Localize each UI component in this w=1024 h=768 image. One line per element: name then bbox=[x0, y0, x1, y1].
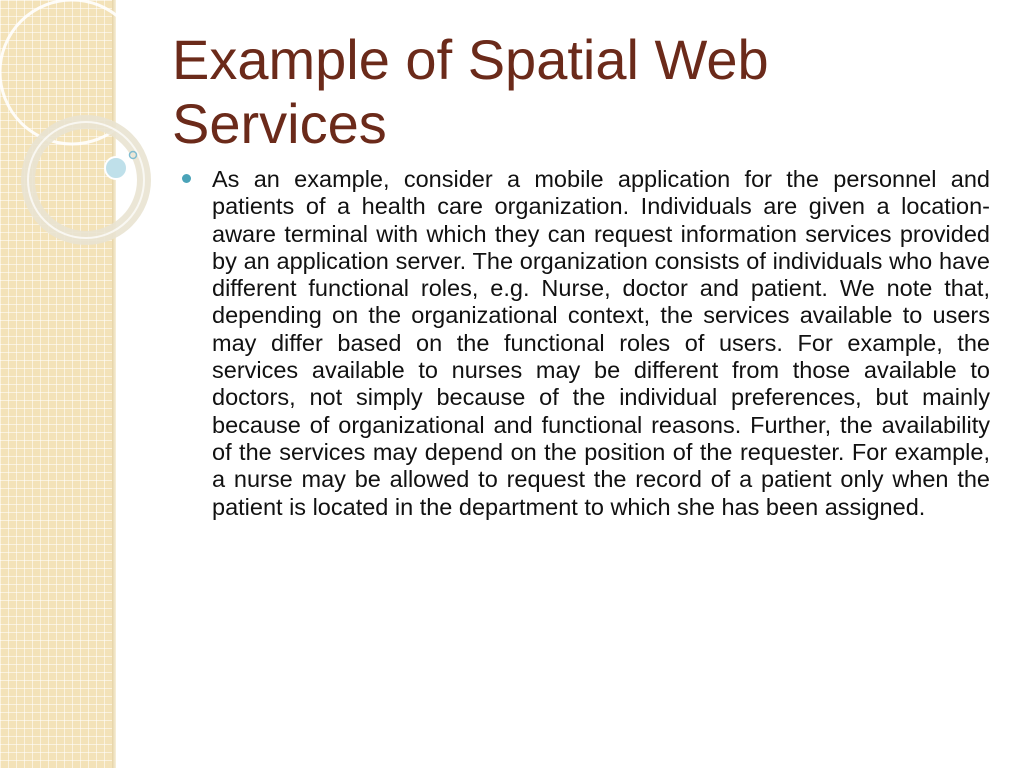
bullet-list bbox=[182, 166, 990, 521]
slide-title: Example of Spatial Web Services bbox=[172, 28, 769, 155]
bullet-text: As an example, consider a mobile application for the personnel and patients of a health care organization. Individuals are given a location-aware terminal with which they can request information services provided by an application server. The organization consists of individuals who have different functional roles, e.g. Nurse, doctor and patient. We note that, depending on the organizational context, the services available to users may differ based on the functional roles of users. For example, the services available to nurses may be different from those available to doctors, not simply because of the individual preferences, but mainly because of organizational and functional reasons. Further, the availability of the services may depend on the position of the requester. For example, a nurse may be allowed to request the record of a patient only when the patient is located in the department to which she has been assigned. bbox=[212, 166, 990, 520]
bullet-icon bbox=[182, 174, 191, 183]
bullet-item bbox=[182, 166, 990, 521]
arc-decoration-icon bbox=[0, 0, 160, 260]
